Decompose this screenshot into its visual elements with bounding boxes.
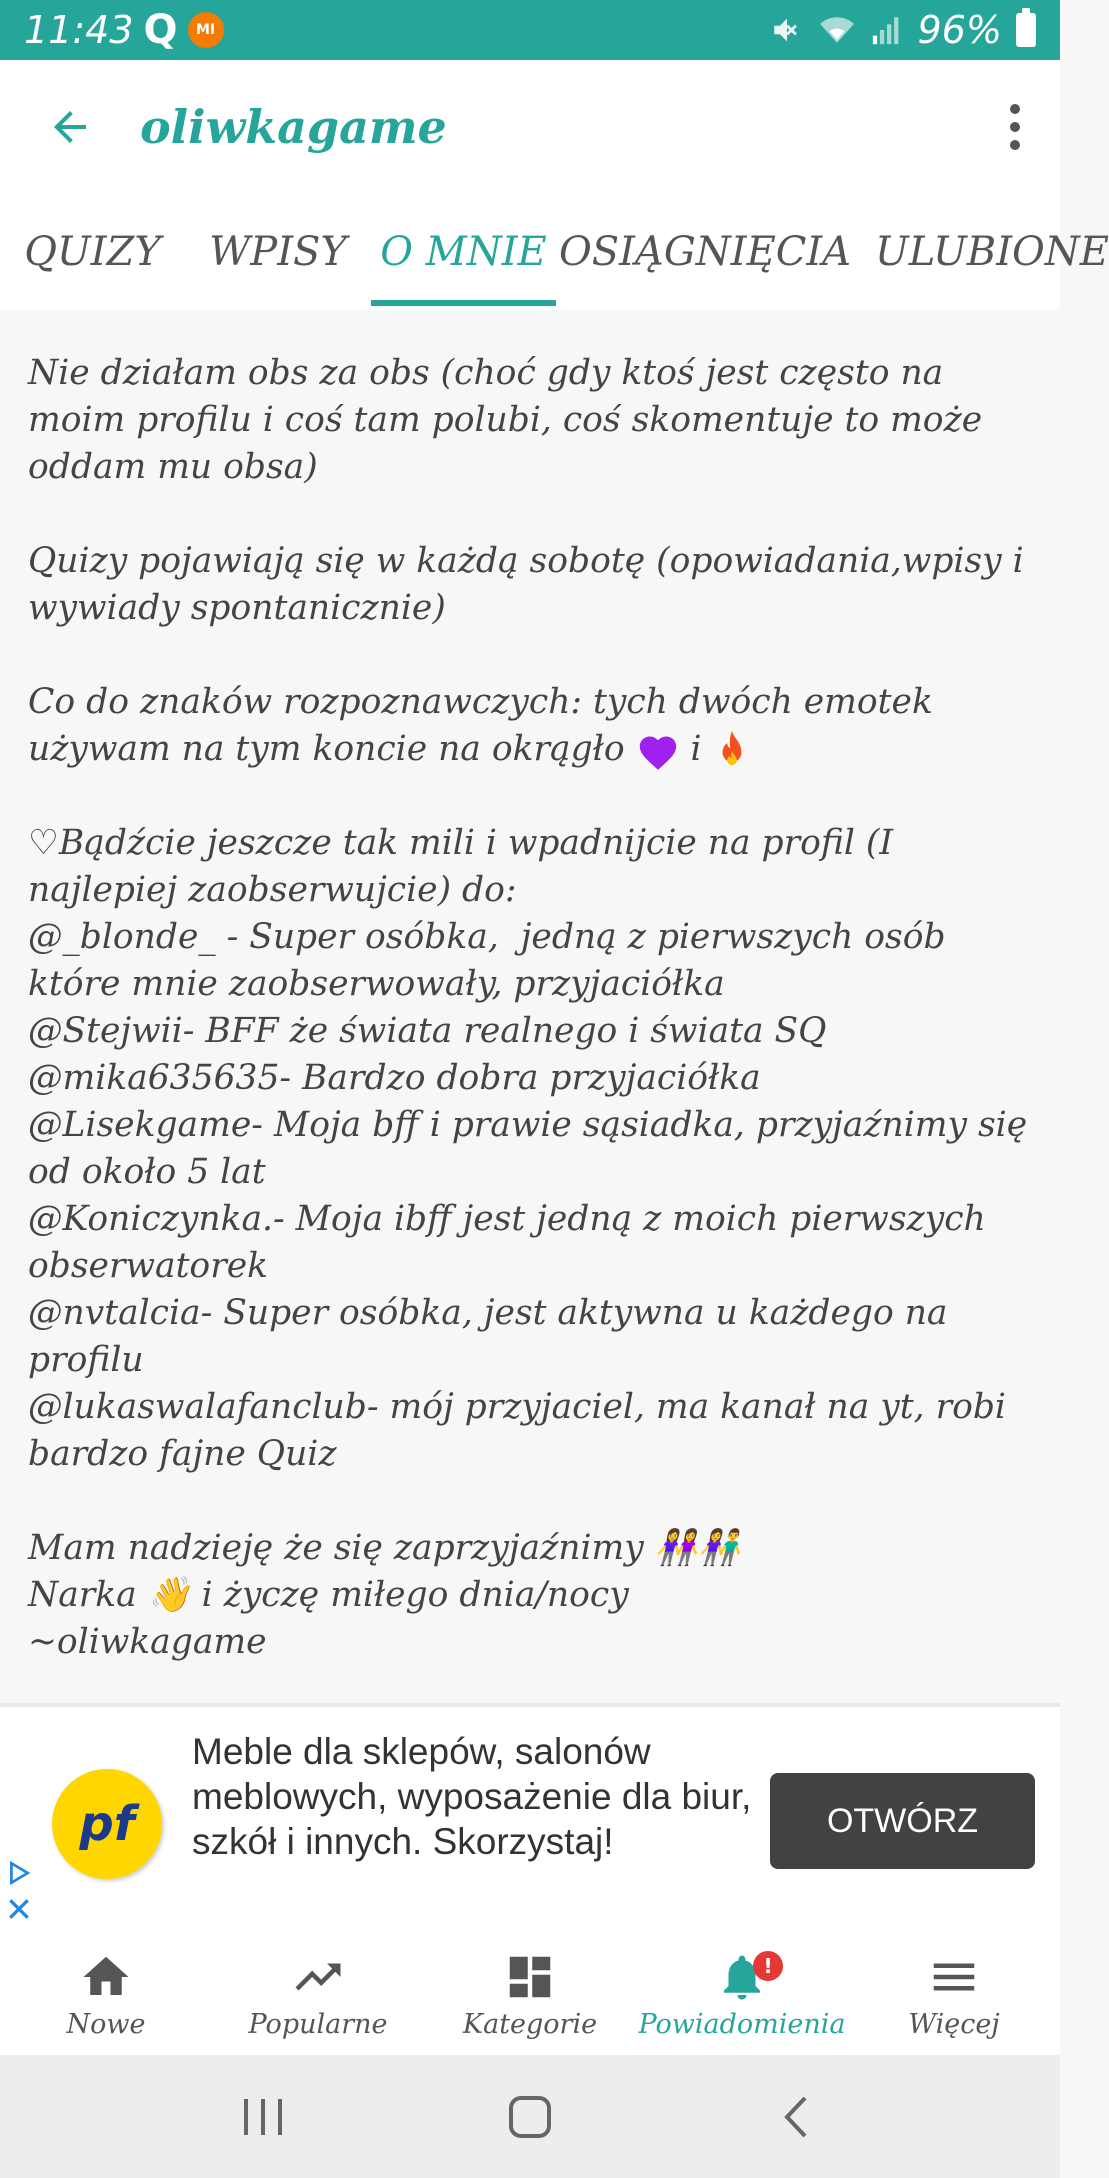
tab-ulubione[interactable]: ULUBIONE: [875, 229, 1109, 275]
overflow-menu-button[interactable]: [970, 60, 1060, 194]
tab-quizy[interactable]: QUIZY: [24, 229, 161, 275]
emotki-and: i: [679, 729, 713, 769]
nav-nowe[interactable]: [0, 1933, 212, 2055]
friends-emoji-icon: 👭👫: [654, 1528, 741, 1568]
nav-popularne[interactable]: [212, 1933, 424, 2055]
nav-label-nowe: Nowe: [66, 2008, 146, 2040]
dashboard-icon: [503, 1949, 557, 2005]
tab-osiagniecia[interactable]: OSIĄGNIĘCIA: [558, 229, 852, 275]
nav-label-wiecej: Więcej: [908, 2008, 1000, 2040]
pozegnanie-line1: Mam nadzieję że się zaprzyjaźnimy: [28, 1528, 655, 1568]
home-icon: [79, 1949, 133, 2005]
recent-apps-button[interactable]: [223, 2077, 303, 2157]
mute-icon: [770, 13, 804, 47]
nav-kategorie[interactable]: [424, 1933, 636, 2055]
back-system-button[interactable]: [757, 2077, 837, 2157]
trending-icon: [291, 1949, 345, 2005]
pozegnanie-signature: ~oliwkagame: [28, 1622, 267, 1662]
signal-icon: [870, 13, 904, 47]
pozegnanie-line2: i życzę miłego dnia/nocy: [190, 1575, 629, 1615]
battery-percent: 96%: [917, 8, 1002, 52]
ad-banner[interactable]: [0, 1703, 1060, 1933]
fire-icon: [713, 729, 751, 773]
mi-notification-icon: MI: [188, 12, 224, 48]
status-bar: [0, 0, 1060, 60]
system-navigation: [0, 2055, 1060, 2178]
about-paragraph-polecani: ♡Bądźcie jeszcze tak mili i wpadnijcie na profil (I najlepiej zaobserwujcie) do: @_blonde_ - Super osóbka, jedną z pierwszych osób które mnie zaobserwowały, przyjaciółka @Stejwii- BFF że świata realnego i świata SQ @mika635635- Bardzo dobra przyjaciółka @Lisekgame- Moja bff i prawie sąsiadka, przyjaźnimy się od około 5 lat @Koniczynka.- Moja ibff jest jedną z moich pierwszych obserwatorek @nvtalcia- Super osóbka, jest aktywna u każdego na profilu @lukaswalafanclub- mój przyjaciel, ma kanał na yt, robi bardzo fajne Quiz: [28, 823, 1028, 1474]
bell-icon: [715, 1949, 773, 2005]
nav-label-kategorie: Kategorie: [462, 2008, 598, 2040]
notification-badge: !: [753, 1951, 783, 1981]
home-button[interactable]: [490, 2077, 570, 2157]
arrow-back-icon: [46, 103, 94, 151]
pozegnanie-narka: Narka: [28, 1575, 148, 1615]
ad-text: Meble dla sklepów, salonów meblowych, wyposażenie dla biur, szkół i innych. Skorzystaj!: [192, 1731, 752, 1862]
nav-label-popularne: Popularne: [248, 2008, 388, 2040]
app-bar: [0, 60, 1060, 194]
profile-title: oliwkagame: [140, 100, 447, 154]
ad-logo: pf: [52, 1769, 162, 1879]
battery-icon: [1016, 13, 1036, 47]
ad-close-icon[interactable]: [6, 1895, 32, 1930]
menu-icon: [927, 1949, 981, 2005]
ad-choices-icon[interactable]: [6, 1860, 32, 1893]
back-button[interactable]: [0, 60, 140, 194]
about-paragraph-quizy: Quizy pojawiają się w każdą sobotę (opowiadania,wpisy i wywiady spontanicznie): [28, 541, 1035, 628]
recents-icon: [238, 2095, 288, 2139]
wifi-icon: [818, 13, 856, 47]
about-paragraph-pozegnanie: [28, 1525, 1034, 1666]
nav-label-powiadomienia: Powiadomienia: [638, 2008, 846, 2040]
active-tab-indicator: [371, 300, 556, 306]
nav-wiecej[interactable]: [848, 1933, 1060, 2055]
tab-wpisy[interactable]: WPISY: [209, 229, 347, 275]
about-paragraph-emotki: [28, 679, 1034, 773]
waving-hand-icon: 👋: [147, 1575, 191, 1615]
clock: 11:43: [24, 8, 134, 52]
more-vert-icon: [1010, 104, 1020, 114]
nav-powiadomienia[interactable]: [636, 1933, 848, 2055]
chevron-left-icon: [777, 2092, 817, 2142]
emotki-text: Co do znaków rozpoznawczych: tych dwóch emotek używam na tym koncie na okrągło: [28, 682, 944, 769]
about-content: [0, 310, 1060, 1693]
bottom-navigation: [0, 1933, 1060, 2055]
about-paragraph-obs: Nie działam obs za obs (choć gdy ktoś jest często na moim profilu i coś tam polubi, coś skomentuje to może oddam mu obsa): [28, 353, 994, 487]
ad-open-button[interactable]: OTWÓRZ: [770, 1773, 1035, 1869]
home-square-icon: [505, 2092, 555, 2142]
notification-q-icon: Q: [143, 7, 178, 53]
tab-o-mnie[interactable]: O MNIE: [380, 229, 547, 275]
profile-tabs: [0, 194, 1109, 310]
purple-heart-icon: [636, 731, 680, 771]
